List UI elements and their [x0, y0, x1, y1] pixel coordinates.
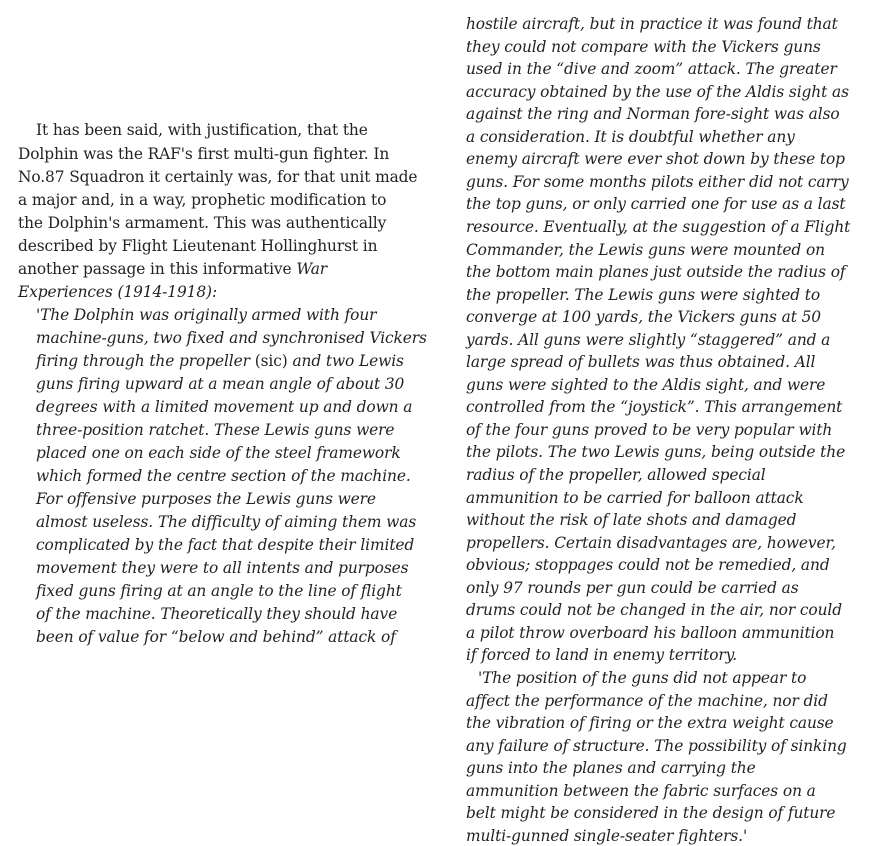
quote-line: ammunition to be carried for balloon attack	[466, 489, 804, 507]
quote-text: and two Lewis	[292, 352, 404, 370]
paragraph-line: It has been said, with justification, that the	[36, 121, 368, 139]
paragraph-line: Dolphin was the RAF's first multi-gun fighter. In	[18, 145, 390, 163]
paragraph-line: No.87 Squadron it certainly was, for that unit made	[18, 168, 418, 186]
quote-line: resource. Eventually, at the suggestion of a Flight	[466, 218, 851, 236]
quote-line: accuracy obtained by the use of the Aldis sight as	[466, 83, 849, 101]
quote-line: the vibration of firing or the extra weight cause	[466, 714, 834, 732]
paragraph-text: another passage in this informative	[18, 260, 292, 278]
quote-line	[36, 351, 404, 371]
quote-line: of the four guns proved to be very popular with	[466, 421, 833, 439]
quote-line: they could not compare with the Vickers guns	[466, 38, 821, 56]
quote-line: guns were sighted to the Aldis sight, and were	[466, 376, 826, 394]
quote-line: any failure of structure. The possibility of sinking	[466, 737, 847, 755]
quote-line: the pilots. The two Lewis guns, being outside the	[466, 443, 846, 461]
quote-line: if forced to land in enemy territory.	[466, 646, 738, 664]
quote-paragraph-start-line: 'The position of the guns did not appear to	[478, 669, 807, 687]
quote-line: which formed the centre section of the machine.	[36, 467, 411, 485]
quote-line: movement they were to all intents and purposes	[36, 559, 409, 577]
quote-line: Commander, the Lewis guns were mounted on	[466, 241, 825, 259]
quote-line: the top guns, or only carried one for use as a last	[466, 195, 846, 213]
quote-line: of the machine. Theoretically they should have	[36, 605, 398, 623]
quote-line: guns. For some months pilots either did not carry	[466, 173, 849, 191]
quote-text: firing through the propeller	[36, 352, 250, 370]
quote-line: used in the “dive and zoom” attack. The greater	[466, 60, 837, 78]
quote-line: converge at 100 yards, the Vickers guns at 50	[466, 308, 821, 326]
quote-line: guns into the planes and carrying the	[466, 759, 756, 777]
quote-line: against the ring and Norman fore-sight was also	[466, 105, 840, 123]
quote-line: machine-guns, two fixed and synchronised Vickers	[36, 329, 427, 347]
quote-line: hostile aircraft, but in practice it was found that	[466, 15, 838, 33]
quote-line: complicated by the fact that despite their limited	[36, 536, 415, 554]
quote-line: degrees with a limited movement up and down a	[36, 398, 413, 416]
paragraph-line: a major and, in a way, prophetic modification to	[18, 191, 387, 209]
quote-line: enemy aircraft were ever shot down by these top	[466, 150, 845, 168]
quote-line: belt might be considered in the design of future	[466, 804, 836, 822]
quote-line: radius of the propeller, allowed special	[466, 466, 766, 484]
quote-line: fixed guns firing at an angle to the line of flight	[36, 582, 402, 600]
paragraph-line: the Dolphin's armament. This was authentically	[18, 214, 387, 232]
quote-line: ammunition between the fabric surfaces on a	[466, 782, 816, 800]
quote-line: a consideration. It is doubtful whether any	[466, 128, 795, 146]
quote-line: without the risk of late shots and damaged	[466, 511, 797, 529]
paragraph-line	[18, 259, 327, 279]
quote-line: yards. All guns were slightly “staggered” and a	[466, 331, 831, 349]
book-title-line: Experiences (1914-1918):	[18, 283, 218, 301]
quote-line: multi-gunned single-seater fighters.'	[466, 827, 748, 845]
quote-line: controlled from the “joystick”. This arrangement	[466, 398, 843, 416]
quote-line: obvious; stoppages could not be remedied, and	[466, 556, 830, 574]
quote-line: almost useless. The difficulty of aiming them was	[36, 513, 417, 531]
sic-annotation: (sic)	[254, 352, 288, 370]
quote-line: 'The Dolphin was originally armed with four	[36, 306, 377, 324]
quote-line: drums could not be changed in the air, nor could	[466, 601, 842, 619]
quote-line: placed one on each side of the steel framework	[36, 444, 401, 462]
quote-line: affect the performance of the machine, nor did	[466, 692, 828, 710]
quote-line: a pilot throw overboard his balloon ammunition	[466, 624, 835, 642]
quote-line: been of value for “below and behind” attack of	[36, 628, 396, 646]
quote-line: guns firing upward at a mean angle of about 30	[36, 375, 405, 393]
quote-line: propellers. Certain disadvantages are, however,	[466, 534, 836, 552]
quote-line: three-position ratchet. These Lewis guns were	[36, 421, 395, 439]
quote-line: the propeller. The Lewis guns were sighted to	[466, 286, 821, 304]
paragraph-line: described by Flight Lieutenant Hollinghurst in	[18, 237, 378, 255]
book-title: War	[296, 260, 328, 278]
quote-line: large spread of bullets was thus obtained. All	[466, 353, 816, 371]
quote-line: the bottom main planes just outside the radius of	[466, 263, 846, 281]
quote-line: only 97 rounds per gun could be carried as	[466, 579, 799, 597]
quote-line: For offensive purposes the Lewis guns were	[36, 490, 376, 508]
